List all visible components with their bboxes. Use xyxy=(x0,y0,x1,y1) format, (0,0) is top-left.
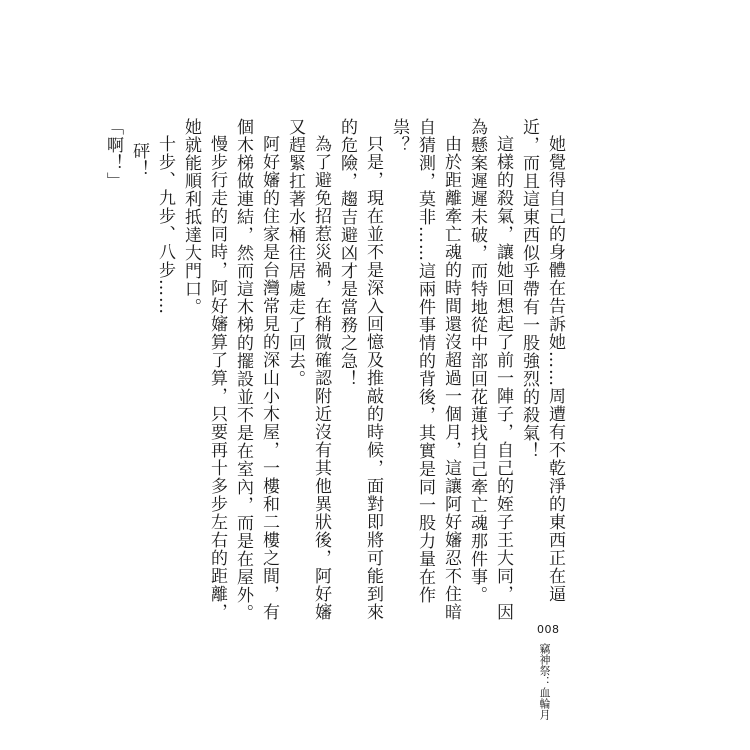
page-number: 008 xyxy=(537,623,560,636)
paragraph: 砰！ xyxy=(129,141,149,178)
paragraph: 她覺得自己的身體在告訴她……周遭有不乾淨的東西正在逼近，而且這東西似乎帶有一股強烈的殺氣！ xyxy=(519,118,565,603)
paragraph: 十步、九步、八步…… xyxy=(155,135,175,315)
paragraph: 阿好嬸的住家是台灣常見的深山小木屋，一樓和二樓之間，有個木梯做連結，然而這木梯的擺設並不是在室內，而是在屋外。 xyxy=(233,118,279,622)
body-text xyxy=(103,118,568,638)
paragraph: 只是，現在並不是深入回憶及推敲的時候，面對即將可能到來的危險，趨吉避凶才是當務之急！ xyxy=(337,118,383,621)
running-title: 竊神祭：血輪月 xyxy=(538,643,551,720)
paragraph: 由於距離牽亡魂的時間還沒超過一個月，這讓阿好嬸忍不住暗自猜測，莫非……這兩件事情的背後，其實是同一股力量在作祟？ xyxy=(389,118,461,621)
paragraph: 這樣的殺氣，讓她回想起了前一陣子，自己的姪子王大同，因為懸案遲遲未破，而特地從中部回花蓮找自己牽亡魂那件事。 xyxy=(467,118,513,621)
paragraph: 為了避免招惹災禍，在稍微確認附近沒有其他異狀後，阿好嬸又趕緊扛著水桶往居處走了回去。 xyxy=(285,118,331,621)
paragraph: 慢步行走的同時，阿好嬸算了算，只要再十多步左右的距離，她就能順利抵達大門口。 xyxy=(181,118,227,621)
paragraph: 「啊！」 xyxy=(103,118,123,190)
